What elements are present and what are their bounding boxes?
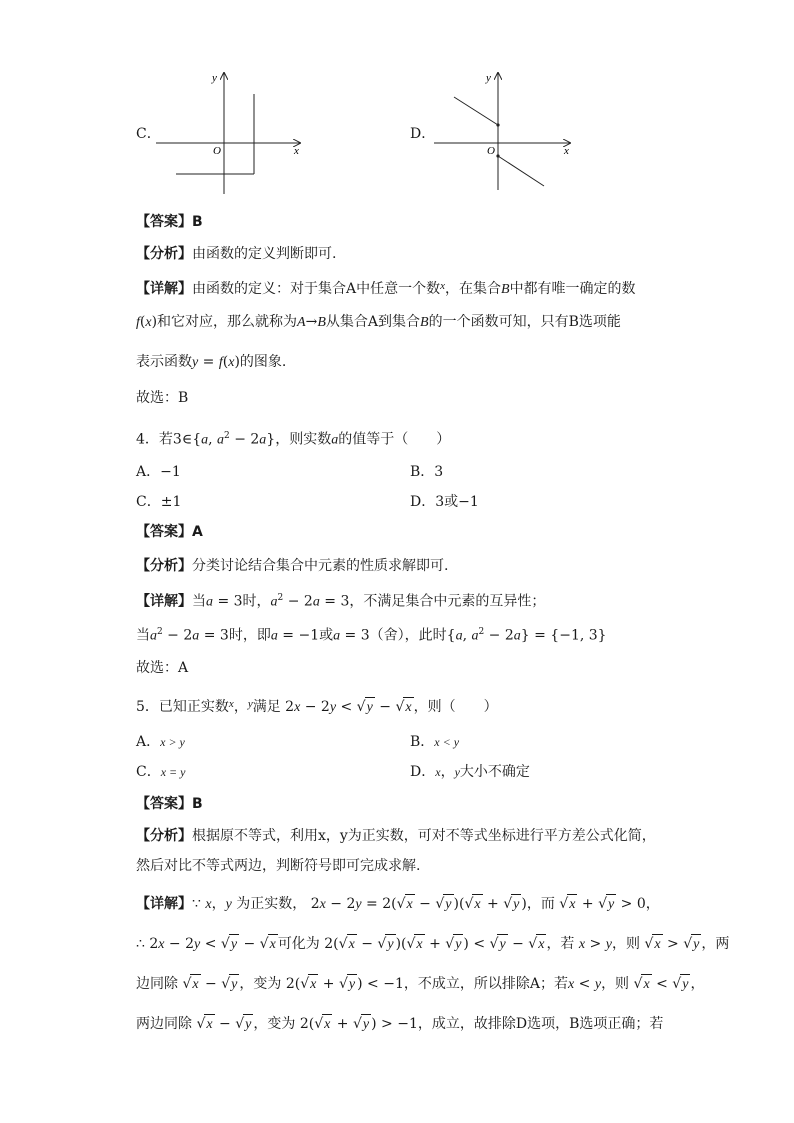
q5-option-b: B．x < y [410, 734, 460, 750]
graph-c [150, 70, 310, 200]
q5-option-d: D．x，y大小不确定 [410, 764, 530, 780]
origin-label: O [487, 145, 495, 157]
q4-option-b: B．3 [410, 464, 444, 480]
q4-option-d: D．3或−1 [410, 494, 479, 510]
axis-y-label: y [486, 72, 491, 84]
axis-x-label: x [294, 145, 299, 157]
q5-option-c: C．x = y [136, 764, 186, 780]
q4-stem: 4．若3∈{a, $a^2 - 2a$}，则实数a的值等于（ ） [136, 431, 451, 448]
graph-d-upper-segment [454, 97, 498, 125]
q5-option-a: A．x > y [136, 734, 185, 750]
q3-choose: 故选：B [136, 390, 189, 406]
q4-detail-line1: 【详解】当a = 3时，$a^2 - 2a = 3$，不满足集合中元素的互异性； [136, 593, 546, 610]
origin-label: O [213, 145, 221, 157]
q5-answer: 【答案】B [136, 796, 203, 812]
q5-analysis-line1: 【分析】根据原不等式，利用x，y为正实数，可对不等式坐标进行平方差公式化简， [136, 828, 656, 844]
q4-choose: 故选：A [136, 660, 189, 676]
q5-analysis-line2: 然后对比不等式两边，判断符号即可完成求解. [136, 858, 421, 874]
q4-option-a: A．−1 [136, 464, 181, 480]
q5-stem: 5．已知正实数$^x$，$^y$满足 2x − 2y < √y − √x ，则（ ） [136, 694, 498, 718]
graph-d [430, 70, 580, 200]
option-d-label: D． [410, 126, 436, 142]
q4-analysis: 【分析】分类讨论结合集合中元素的性质求解即可. [136, 558, 449, 574]
q5-detail-line2: ∴ 2x − 2y < √y − √x 可化为 2(√x − √y )(√x + √y ) < √y − √x ，若 x > y，则 √x > √y ，两 [136, 934, 729, 955]
q4-option-c: C．±1 [136, 494, 182, 510]
q3-detail-line3: 表示函数y = f(x)的图象. [136, 354, 287, 370]
axis-y-label: y [212, 72, 217, 84]
q5-detail-line3: 边同除 √x − √y ，变为 2(√x + √y ) < −1，不成立，所以排除A；若x < y，则 √x < √y ， [136, 974, 704, 995]
option-c-label: C． [136, 126, 161, 142]
q3-detail-line1: 【详解】由函数的定义：对于集合A中任意一个数$^x$，在集合B中都有唯一确定的数 [136, 280, 636, 297]
q3-answer: 【答案】B [136, 214, 203, 230]
q4-answer: 【答案】A [136, 524, 203, 540]
q4-detail-line2: 当$a^2 - 2a = 3$时，即a = −1或a = 3（舍），此时{a, $a^2 - 2a\} = \{-1$, 3} [136, 627, 607, 644]
graph-d-lower-segment [498, 156, 544, 186]
q3-analysis: 【分析】由函数的定义判断即可. [136, 246, 337, 262]
q5-detail-line1: 【详解】∵ x，y 为正实数， 2x − 2y = 2(√x − √y )(√x + √y )，而 √x + √y > 0， [136, 894, 660, 915]
q3-detail-line2: f(x)和它对应，那么就称为A→B从集合A到集合B的一个函数可知，只有B选项能 [136, 314, 621, 330]
axis-x-label: x [564, 145, 569, 157]
q5-detail-line4: 两边同除 √x − √y ，变为 2(√x + √y ) > −1，成立，故排除D选项，B选项正确；若 [136, 1014, 663, 1035]
